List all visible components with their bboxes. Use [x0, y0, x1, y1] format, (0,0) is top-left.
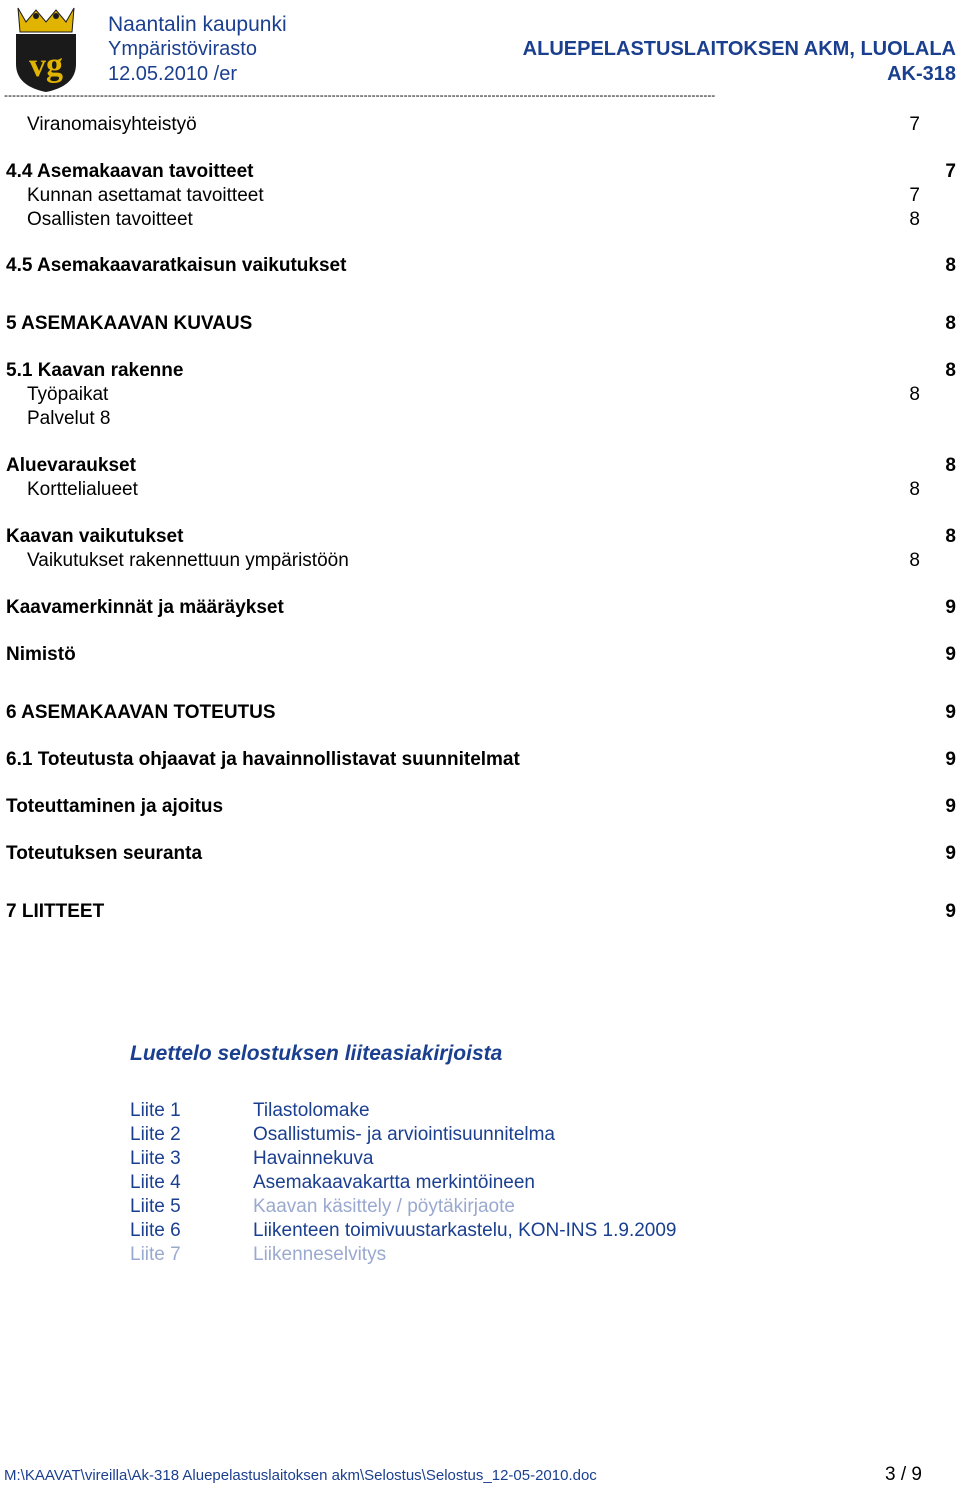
toc-entry-title: Korttelialueet	[27, 479, 138, 500]
toc-entry-title: Toteuttaminen ja ajoitus	[6, 796, 224, 817]
attachment-description: Osallistumis- ja arviointisuunnitelma	[253, 1124, 555, 1145]
attachment-label: Liite 6	[130, 1220, 181, 1241]
footer-file-path: M:\KAAVAT\vireilla\Ak-318 Aluepelastuslaitoksen akm\Selostus\Selostus_12-05-2010.doc	[4, 1467, 597, 1484]
toc-entry-page: 9	[945, 796, 956, 817]
project-code: AK-318	[887, 63, 956, 85]
attachment-item	[0, 1147, 960, 1171]
header-left	[108, 12, 287, 87]
toc-entry-page: 9	[945, 901, 956, 922]
header-separator: ----------------------------------------------------------------------------------------------------------------------------------------------------------------------------------	[4, 90, 716, 100]
toc-entry[interactable]	[0, 795, 960, 819]
attachment-label: Liite 1	[130, 1100, 181, 1121]
toc-entry[interactable]	[0, 478, 960, 502]
toc-entry-title: 6.1 Toteutusta ohjaavat ja havainnollistavat suunnitelmat	[6, 749, 520, 770]
attachment-label: Liite 7	[130, 1244, 181, 1265]
toc-entry-page: 8	[945, 455, 956, 476]
project-title: ALUEPELASTUSLAITOKSEN AKM, LUOLALA	[522, 38, 956, 60]
attachment-item	[0, 1195, 960, 1219]
date-author: 12.05.2010 /er	[108, 63, 237, 85]
toc-entry-page: 9	[945, 597, 956, 618]
toc-entry[interactable]	[0, 208, 960, 232]
department-name: Ympäristövirasto	[108, 38, 257, 60]
toc-entry-page: 8	[945, 255, 956, 276]
toc-entry-page: 9	[945, 702, 956, 723]
attachment-label: Liite 3	[130, 1148, 181, 1169]
logo-letters: vg	[29, 47, 63, 84]
toc-entry-title: Toteutuksen seuranta	[6, 843, 203, 864]
toc-entry-title: Viranomaisyhteistyö	[27, 114, 197, 135]
toc-entry[interactable]	[0, 160, 960, 184]
toc-entry[interactable]	[0, 312, 960, 336]
attachment-description: Liikenneselvitys	[253, 1244, 387, 1265]
toc-entry[interactable]	[0, 454, 960, 478]
toc-entry-title: Vaikutukset rakennettuun ympäristöön	[27, 550, 349, 571]
attachment-description: Tilastolomake	[253, 1100, 370, 1121]
toc-entry-page: 8	[909, 479, 920, 500]
toc-entry[interactable]	[0, 254, 960, 278]
toc-entry[interactable]	[0, 525, 960, 549]
attachments-title: Luettelo selostuksen liiteasiakirjoista	[130, 1042, 503, 1065]
toc-entry-title: 5 ASEMAKAAVAN KUVAUS	[6, 313, 253, 334]
city-name: Naantalin kaupunki	[108, 13, 287, 36]
toc-entry-page: 9	[945, 749, 956, 770]
toc-entry-title: Kunnan asettamat tavoitteet	[27, 185, 264, 206]
footer-page-number: 3 / 9	[885, 1464, 922, 1485]
attachment-description: Havainnekuva	[253, 1148, 374, 1169]
attachment-item	[0, 1171, 960, 1195]
toc-entry-page: 8	[945, 313, 956, 334]
toc-entry[interactable]	[0, 184, 960, 208]
toc-entry[interactable]	[0, 113, 960, 137]
attachment-description: Kaavan käsittely / pöytäkirjaote	[253, 1196, 515, 1217]
toc-entry-page: 7	[945, 161, 956, 182]
toc-entry-title: Työpaikat	[27, 384, 109, 405]
attachment-label: Liite 2	[130, 1124, 181, 1145]
toc-entry-page: 7	[909, 185, 920, 206]
attachment-description: Liikenteen toimivuustarkastelu, KON-INS 1.9.2009	[253, 1220, 677, 1241]
toc-entry-page: 9	[945, 644, 956, 665]
toc-entry-page: 8	[945, 526, 956, 547]
toc-entry[interactable]	[0, 359, 960, 383]
toc-entry-title: Aluevaraukset	[6, 455, 136, 476]
toc-entry-page: 7	[909, 114, 920, 135]
toc-entry-page: 8	[909, 384, 920, 405]
attachment-description: Asemakaavakartta merkintöineen	[253, 1172, 535, 1193]
toc-entry[interactable]	[0, 383, 960, 407]
toc-entry[interactable]	[0, 748, 960, 772]
toc-entry-title: 5.1 Kaavan rakenne	[6, 360, 184, 381]
toc-entry[interactable]	[0, 900, 960, 924]
attachment-label: Liite 5	[130, 1196, 181, 1217]
naantali-coat-of-arms-logo	[6, 4, 86, 94]
attachment-item	[0, 1123, 960, 1147]
toc-entry-title: Kaavan vaikutukset	[6, 526, 184, 547]
toc-entry-title: Nimistö	[6, 644, 76, 665]
toc-entry-page: 8	[945, 360, 956, 381]
toc-entry[interactable]	[0, 643, 960, 667]
toc-entry-page: 8	[909, 209, 920, 230]
toc-entry-title: Osallisten tavoitteet	[27, 209, 193, 230]
toc-entry-title: 4.5 Asemakaavaratkaisun vaikutukset	[6, 255, 347, 276]
attachment-item	[0, 1219, 960, 1243]
toc-entry-title: Kaavamerkinnät ja määräykset	[6, 597, 284, 618]
toc-entry[interactable]	[0, 842, 960, 866]
toc-entry[interactable]	[0, 701, 960, 725]
toc-entry-title: 6 ASEMAKAAVAN TOTEUTUS	[6, 702, 276, 723]
attachment-item	[0, 1099, 960, 1123]
attachment-label: Liite 4	[130, 1172, 181, 1193]
attachment-item	[0, 1243, 960, 1267]
toc-entry[interactable]	[0, 549, 960, 573]
toc-entry-title: 7 LIITTEET	[6, 901, 105, 922]
toc-entry[interactable]	[0, 596, 960, 620]
toc-entry-title: 4.4 Asemakaavan tavoitteet	[6, 161, 254, 182]
toc-entry-page: 8	[909, 550, 920, 571]
toc-entry[interactable]	[0, 407, 960, 431]
toc-entry-page: 9	[945, 843, 956, 864]
toc-entry-title: Palvelut 8	[27, 408, 111, 429]
header-right	[523, 37, 956, 87]
